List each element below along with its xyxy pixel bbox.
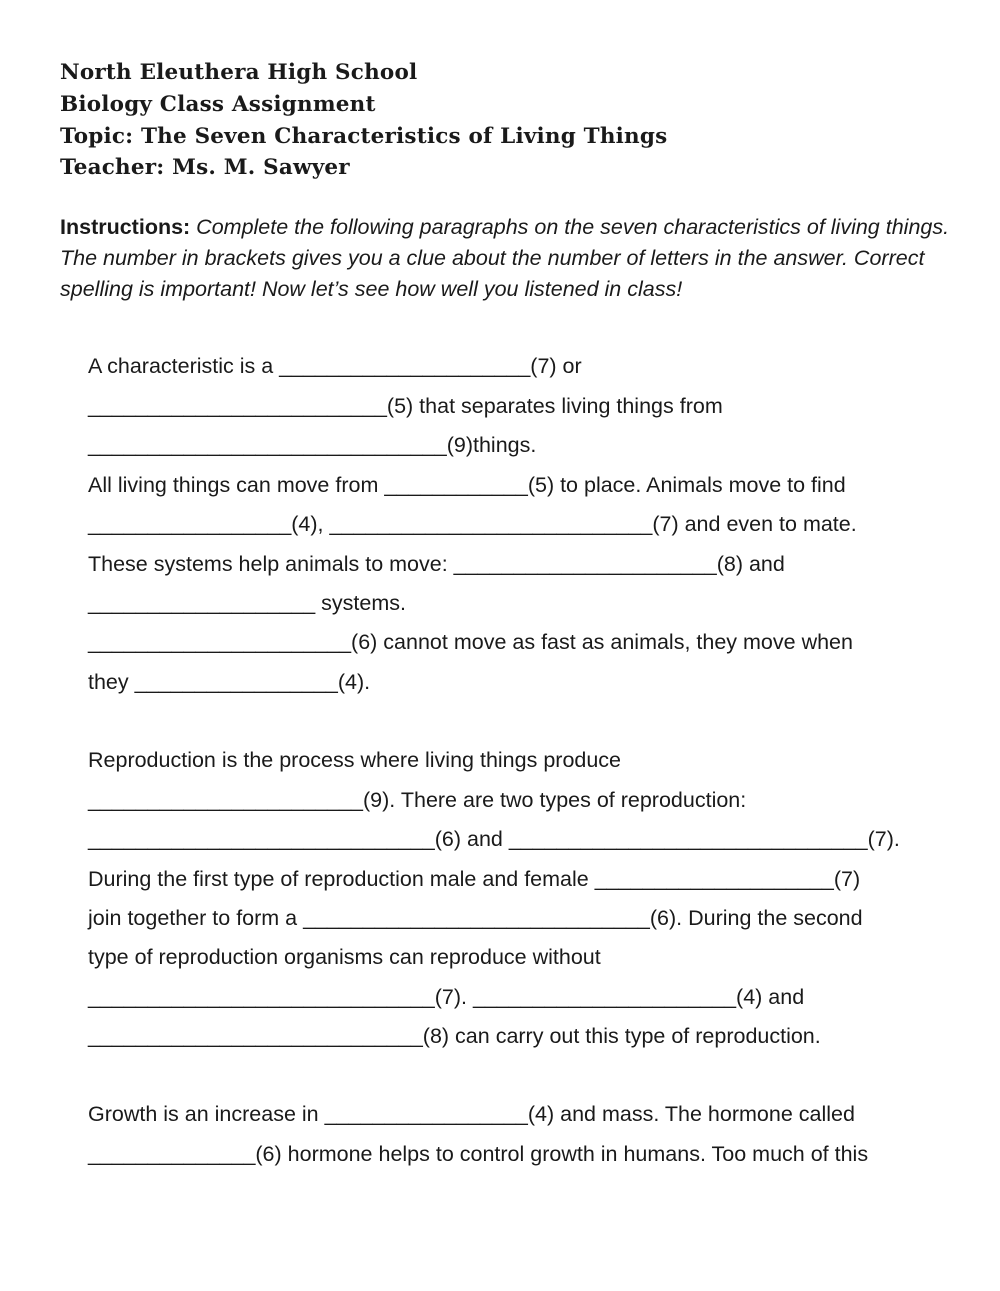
paragraph-line: ___________________ systems. (88, 591, 406, 615)
paragraph-line: These systems help animals to move: ______________________(8) and (88, 552, 785, 576)
paragraph-line: ______________________________(9)things. (88, 433, 537, 457)
paragraph-line: ______________(6) hormone helps to control growth in humans. Too much of this (88, 1142, 869, 1166)
instructions-label: Instructions: (60, 215, 191, 239)
instructions-text: Complete the following paragraphs on the seven characteristics of living things. The number in brackets gives you a clue about the number of letters in the answer. Correct spelling is important! Now let’s see how well you listened in class! (60, 215, 950, 301)
assignment-title: Biology Class Assignment (60, 91, 376, 117)
paragraph-line: _________________(4), ___________________________(7) and even to mate. (88, 512, 857, 536)
teacher-line: Teacher: Ms. M. Sawyer (60, 155, 350, 181)
paragraph-line: Growth is an increase in _________________(4) and mass. The hormone called (88, 1102, 855, 1126)
paragraph-line: _____________________________(7). ______________________(4) and (88, 985, 805, 1009)
paragraph-line: Reproduction is the process where living things produce (88, 748, 622, 772)
paragraph-line: _____________________________(6) and ______________________________(7). (88, 827, 900, 851)
paragraph-line: type of reproduction organisms can reproduce without (88, 945, 601, 969)
paragraph-line: During the first type of reproduction male and female ____________________(7) (88, 867, 861, 891)
paragraph-line: _______________________(9). There are two types of reproduction: (88, 788, 747, 812)
paragraph-line: join together to form a _____________________________(6). During the second (88, 906, 863, 930)
paragraph-line: _________________________(5) that separates living things from (88, 394, 723, 418)
paragraph-line: ____________________________(8) can carry out this type of reproduction. (88, 1024, 821, 1048)
paragraph-line: ______________________(6) cannot move as fast as animals, they move when (88, 630, 853, 654)
worksheet-header (60, 57, 667, 184)
paragraph-line: All living things can move from ____________(5) to place. Animals move to find (88, 473, 846, 497)
paragraph-line: they _________________(4). (88, 670, 371, 694)
school-name: North Eleuthera High School (60, 60, 418, 85)
instructions-paragraph (60, 212, 950, 305)
paragraph-line: A characteristic is a _____________________(7) or (88, 354, 582, 378)
topic-line: Topic: The Seven Characteristics of Living Things (60, 123, 668, 149)
